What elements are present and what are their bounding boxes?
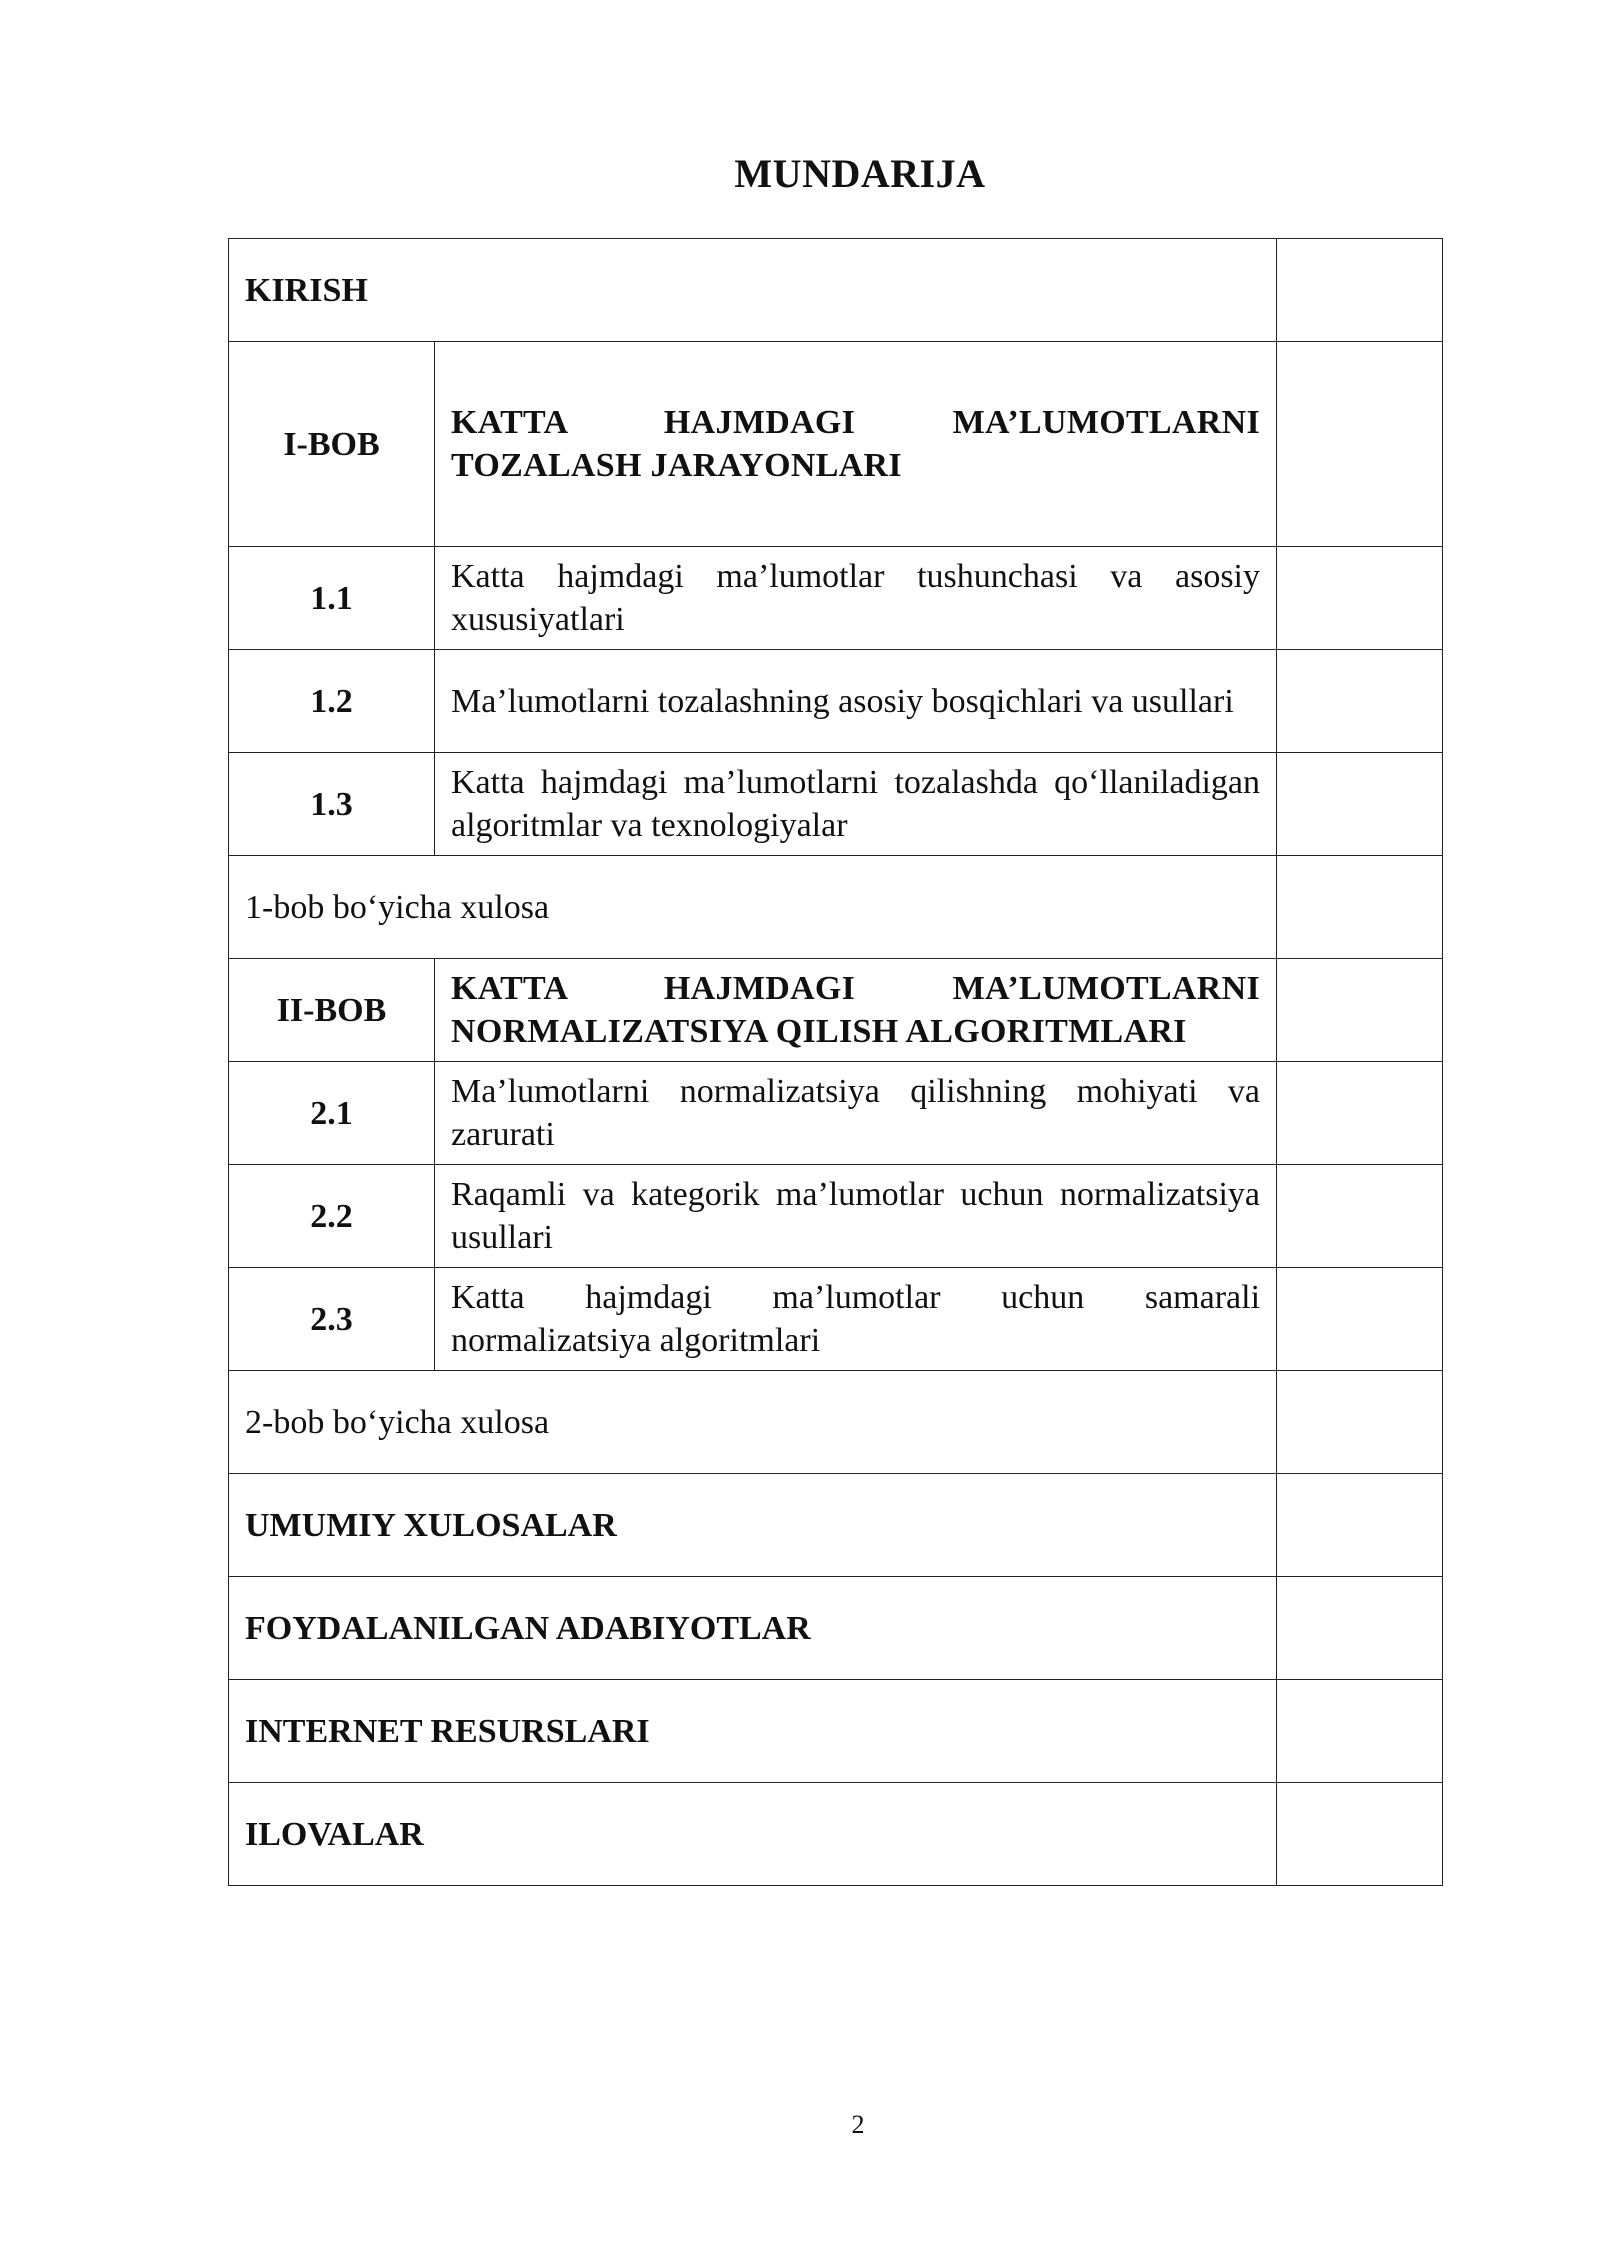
toc-entry-kirish: KIRISH	[229, 239, 1277, 342]
section-title: Ma’lumotlarni tozalashning asosiy bosqichlari va usullari	[435, 650, 1277, 753]
section-number: 1.1	[229, 547, 435, 650]
toc-row-chapter1	[229, 342, 1443, 547]
chapter-summary: 2-bob bo‘yicha xulosa	[229, 1371, 1277, 1474]
section-title: Katta hajmdagi ma’lumotlar tushunchasi va asosiy xususiyatlari	[435, 547, 1277, 650]
toc-row-references	[229, 1577, 1443, 1680]
chapter-title: KATTA HAJMDAGI MA’LUMOTLARNI NORMALIZATSIYA QILISH ALGORITMLARI	[435, 959, 1277, 1062]
toc-entry-appendices: ILOVALAR	[229, 1783, 1277, 1886]
toc-page-cell	[1277, 1268, 1443, 1371]
toc-page-cell	[1277, 1474, 1443, 1577]
toc-entry-conclusions: UMUMIY XULOSALAR	[229, 1474, 1277, 1577]
chapter-label: II-BOB	[229, 959, 435, 1062]
toc-row-section	[229, 547, 1443, 650]
toc-page-cell	[1277, 753, 1443, 856]
toc-page-cell	[1277, 1577, 1443, 1680]
chapter-label: I-BOB	[229, 342, 435, 547]
page-number: 2	[851, 2110, 865, 2139]
toc-page-cell	[1277, 1371, 1443, 1474]
chapter-summary: 1-bob bo‘yicha xulosa	[229, 856, 1277, 959]
toc-page-cell	[1277, 1680, 1443, 1783]
section-number: 2.2	[229, 1165, 435, 1268]
toc-page-cell	[1277, 239, 1443, 342]
toc-row-summary	[229, 1371, 1443, 1474]
toc-row-appendices	[229, 1783, 1443, 1886]
toc-page-cell	[1277, 547, 1443, 650]
toc-page-cell	[1277, 856, 1443, 959]
toc-row-section	[229, 1268, 1443, 1371]
toc-page-cell	[1277, 1062, 1443, 1165]
chapter-title: KATTA HAJMDAGI MA’LUMOTLARNI TOZALASH JARAYONLARI	[435, 342, 1277, 547]
toc-page-cell	[1277, 959, 1443, 1062]
toc-row-section	[229, 1062, 1443, 1165]
section-number: 1.2	[229, 650, 435, 753]
toc-row-summary	[229, 856, 1443, 959]
section-number: 2.1	[229, 1062, 435, 1165]
section-title: Ma’lumotlarni normalizatsiya qilishning mohiyati va zarurati	[435, 1062, 1277, 1165]
toc-page-cell	[1277, 342, 1443, 547]
table-of-contents	[228, 238, 1443, 1886]
toc-page-cell	[1277, 1165, 1443, 1268]
toc-row-kirish	[229, 239, 1443, 342]
toc-row-section	[229, 753, 1443, 856]
toc-entry-internet: INTERNET RESURSLARI	[229, 1680, 1277, 1783]
toc-entry-references: FOYDALANILGAN ADABIYOTLAR	[229, 1577, 1277, 1680]
toc-row-section	[229, 1165, 1443, 1268]
page-title: MUNDARIJA	[734, 151, 986, 196]
section-title: Katta hajmdagi ma’lumotlarni tozalashda qo‘llaniladigan algoritmlar va texnologiyalar	[435, 753, 1277, 856]
toc-row-internet	[229, 1680, 1443, 1783]
section-number: 2.3	[229, 1268, 435, 1371]
section-title: Katta hajmdagi ma’lumotlar uchun samarali normalizatsiya algoritmlari	[435, 1268, 1277, 1371]
section-title: Raqamli va kategorik ma’lumotlar uchun normalizatsiya usullari	[435, 1165, 1277, 1268]
section-number: 1.3	[229, 753, 435, 856]
toc-row-section	[229, 650, 1443, 753]
toc-row-conclusions	[229, 1474, 1443, 1577]
toc-page-cell	[1277, 650, 1443, 753]
toc-page-cell	[1277, 1783, 1443, 1886]
toc-row-chapter2	[229, 959, 1443, 1062]
